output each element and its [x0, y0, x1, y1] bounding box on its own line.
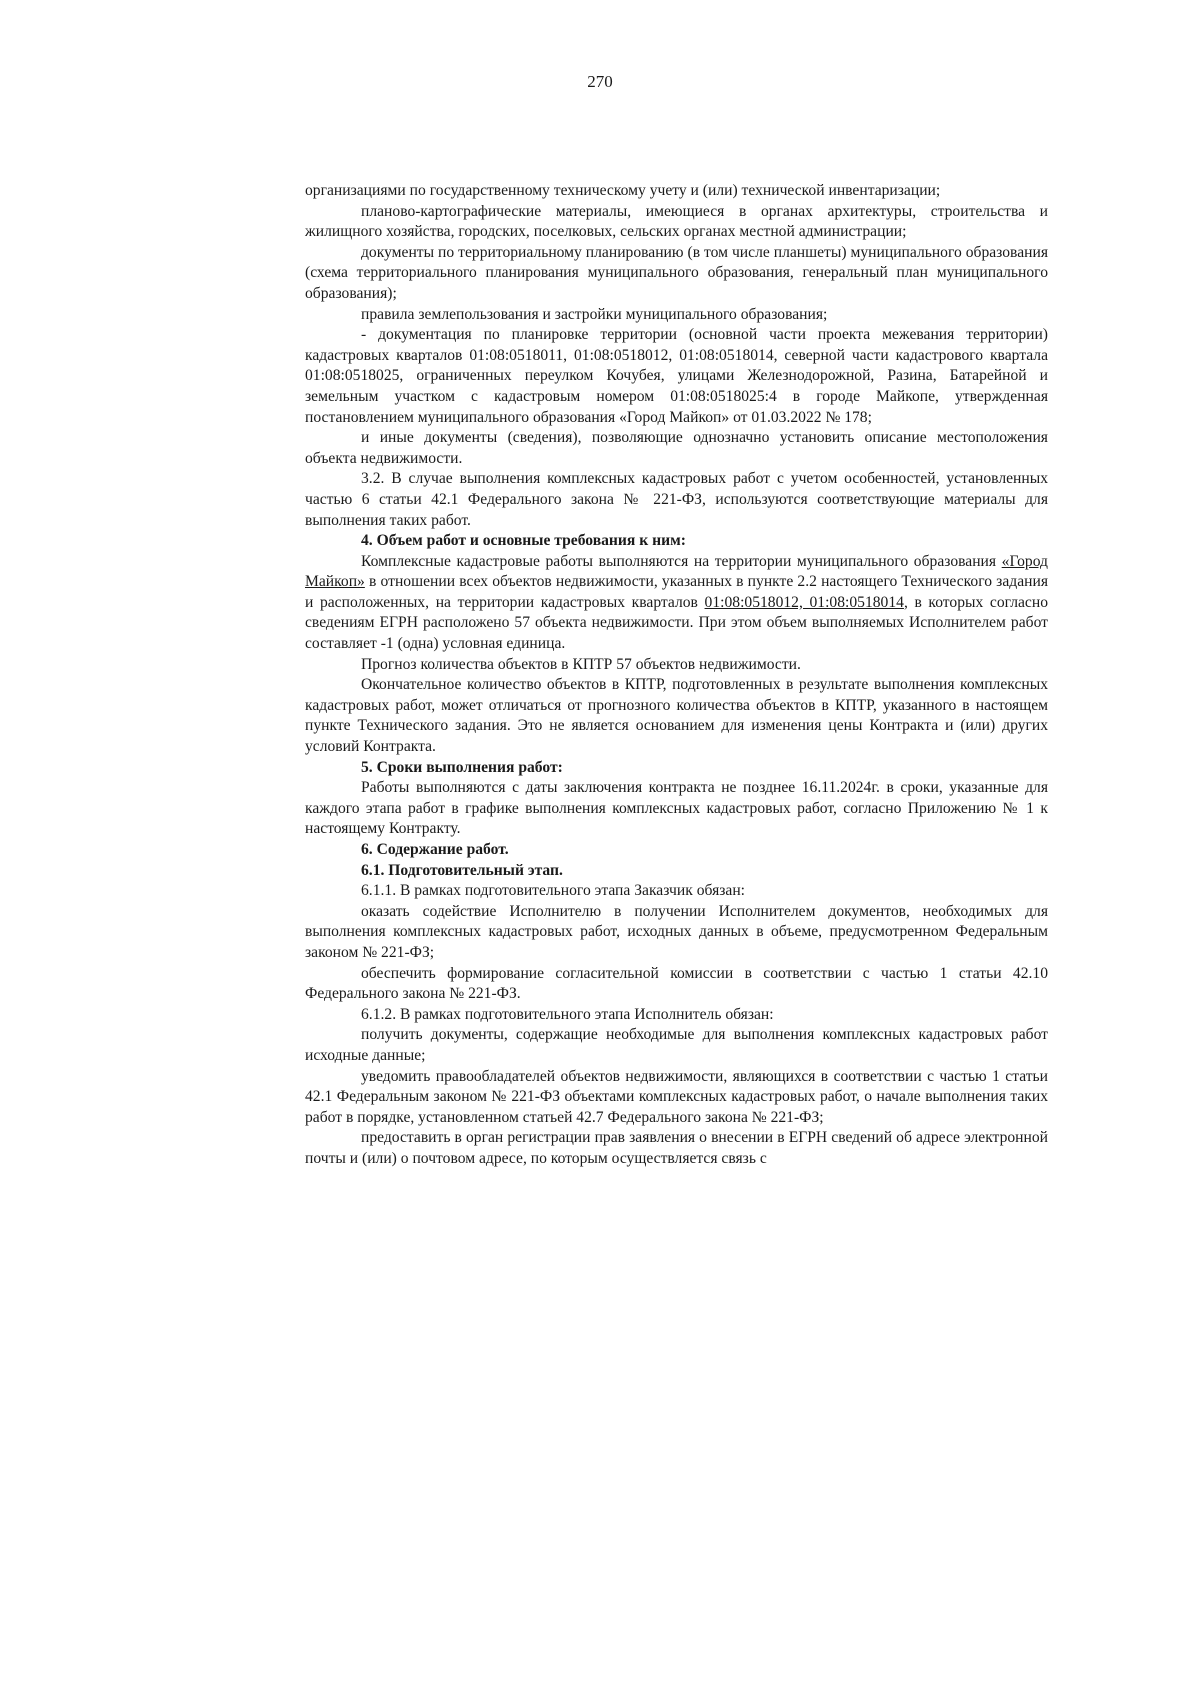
paragraph: 3.2. В случае выполнения комплексных кадастровых работ с учетом особенностей, установленных частью 6 статьи 42.1 Федерального закона № 221-ФЗ, используются соответствующие материалы для выполнения таких работ. — [305, 470, 1048, 529]
text-run: Комплексные кадастровые работы выполняются на территории муниципального образования — [361, 552, 1002, 570]
section-heading: 6. Содержание работ. — [361, 841, 509, 858]
text-run: в отношении всех объектов недвижимости, указанных в пункте 2.2 настоящего Технического задания и расположенных, на территории кадастровых кварталов — [305, 573, 1048, 611]
paragraph: Работы выполняются с даты заключения контракта не позднее 16.11.2024г. в сроки, указанные для каждого этапа работ в графике выполнения комплексных кадастровых работ, согласно Приложению № 1 к настоящему Контракту. — [305, 779, 1048, 838]
subsection-heading: 6.1. Подготовительный этап. — [361, 861, 563, 879]
section-heading: 5. Сроки выполнения работ: — [361, 758, 563, 776]
document-body — [305, 181, 1048, 1170]
paragraph: получить документы, содержащие необходимые для выполнения комплексных кадастровых работ исходные данные; — [305, 1026, 1048, 1064]
paragraph: 6.1.1. В рамках подготовительного этапа Заказчик обязан: — [361, 882, 745, 900]
paragraph — [305, 552, 1048, 655]
underlined-municipality: «Город Майкоп» — [305, 552, 1048, 591]
paragraph: Прогноз количества объектов в КПТР 57 объектов недвижимости. — [361, 655, 801, 673]
paragraph: уведомить правообладателей объектов недвижимости, являющихся в соответствии с частью 1 статьи 42.1 Федеральным законом № 221-ФЗ объектами комплексных кадастровых работ, о начале выполнения таких работ в порядке, установленном статьей 42.7 Федерального закона № 221-ФЗ; — [305, 1067, 1048, 1126]
paragraph: организациями по государственному техническому учету и (или) технической инвентаризации; — [305, 182, 941, 199]
paragraph: Окончательное количество объектов в КПТР, подготовленных в результате выполнения комплексных кадастровых работ, может отличаться от прогнозного количества объектов в КПТР, указанного в настоящем пункте Технического задания. Это не является основанием для изменения цены Контракта и (или) других условий Контракта. — [305, 676, 1048, 756]
paragraph: правила землепользования и застройки муниципального образования; — [361, 305, 828, 323]
page-number: 270 — [587, 72, 613, 91]
text-run: , в которых согласно сведениям ЕГРН расположено 57 объекта недвижимости. При этом объем выполняемых Исполнителем работ составляет -1 (одна) условная единица. — [305, 593, 1048, 653]
paragraph: документы по территориальному планированию (в том числе планшеты) муниципального образования (схема территориального планирования муниципального образования, генеральный план муниципального образования); — [305, 243, 1048, 302]
section-heading: 4. Объем работ и основные требования к ним: — [361, 532, 686, 550]
paragraph: и иные документы (сведения), позволяющие однозначно установить описание местоположения объекта недвижимости. — [305, 429, 1048, 467]
paragraph: предоставить в орган регистрации прав заявления о внесении в ЕГРН сведений об адресе электронной почты и (или) о почтовом адресе, по которым осуществляется связь с — [305, 1129, 1048, 1167]
underlined-cadastral-quarters: 01:08:0518012, 01:08:0518014 — [704, 593, 904, 611]
paragraph: оказать содействие Исполнителю в получении Исполнителем документов, необходимых для выполнения комплексных кадастровых работ, исходных данных в объеме, предусмотренном Федеральным законом № 221-ФЗ; — [305, 902, 1048, 961]
paragraph: обеспечить формирование согласительной комиссии в соответствии с частью 1 статьи 42.10 Федерального закона № 221-ФЗ. — [305, 964, 1048, 1003]
paragraph: планово-картографические материалы, имеющиеся в органах архитектуры, строительства и жилищного хозяйства, городских, поселковых, сельских органах местной администрации; — [305, 202, 1048, 241]
paragraph: - документация по планировке территории (основной части проекта межевания территории) кадастровых кварталов 01:08:0518011, 01:08:0518012, 01:08:0518014, северной части кадастрового квартала 01:08:0518025, ограниченных переулком Кочубея, улицами Железнодорожной, Разина, Батарейной и земельным участком с кадастровым номером 01:08:0518025:4 в городе Майкопе, утвержденная постановлением муниципального образования «Город Майкоп» от 01.03.2022 № 178; — [305, 326, 1048, 426]
paragraph: 6.1.2. В рамках подготовительного этапа Исполнитель обязан: — [361, 1005, 774, 1023]
